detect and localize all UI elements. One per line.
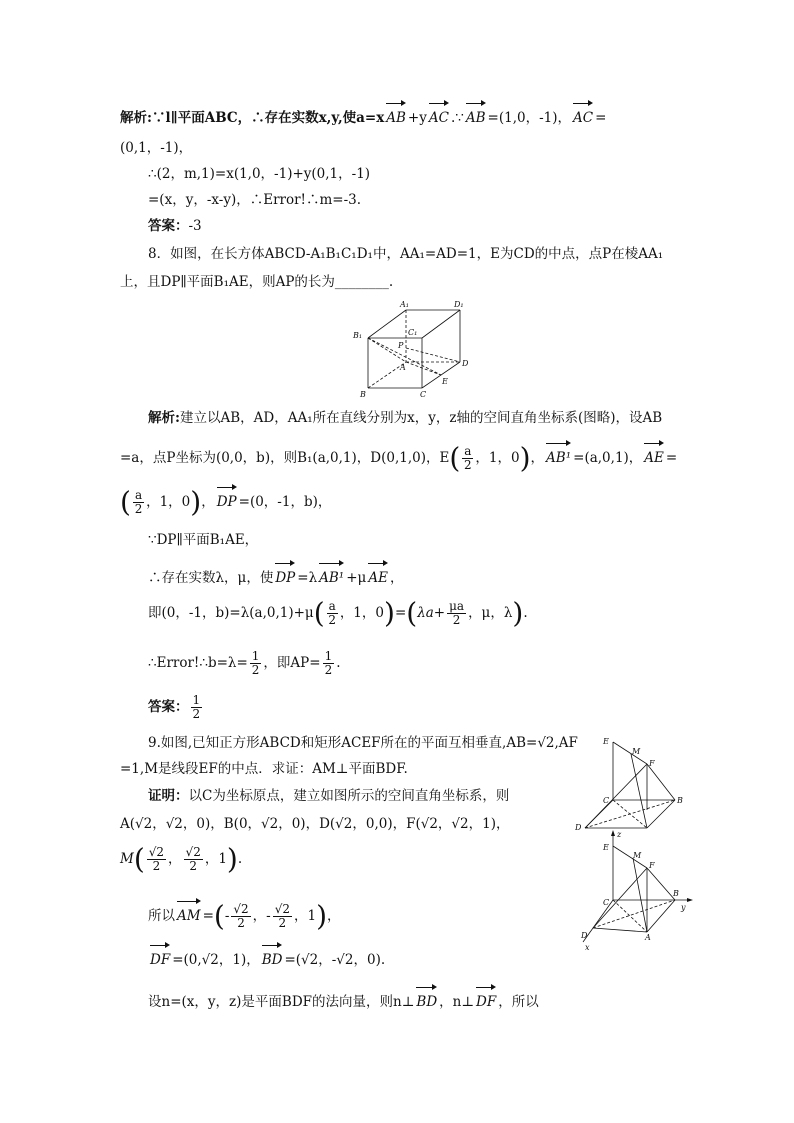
question-8-line-2: 上，且DP∥平面B₁AE，则AP的长为________. bbox=[120, 274, 394, 290]
numerator: √2 bbox=[148, 845, 165, 859]
text: . bbox=[523, 605, 528, 621]
text: ，所以 bbox=[498, 994, 539, 1010]
denominator: 2 bbox=[189, 859, 197, 873]
solution-8-line-6 bbox=[148, 596, 708, 630]
solution-8-line-3 bbox=[120, 484, 680, 519]
numerator: 1 bbox=[192, 693, 201, 707]
vector-BD: BD bbox=[262, 942, 283, 970]
label-D: D bbox=[462, 359, 469, 368]
text: ，n⊥ bbox=[439, 994, 475, 1010]
numerator: √2 bbox=[185, 845, 201, 859]
text: ，1 bbox=[294, 908, 317, 924]
text: - bbox=[224, 908, 230, 924]
label-E: E bbox=[603, 843, 609, 852]
text: =(a,0,1)， bbox=[573, 450, 643, 466]
paren-open: ( bbox=[406, 596, 418, 630]
numerator: 1 bbox=[251, 649, 260, 663]
vector-AB: AB bbox=[386, 100, 406, 128]
denominator: 2 bbox=[152, 859, 161, 873]
text: =(√2，-√2，0). bbox=[284, 952, 386, 968]
label-M: M bbox=[632, 747, 641, 756]
solution-8-line-7 bbox=[148, 650, 708, 677]
label-D: D bbox=[581, 931, 588, 940]
paren-close: ) bbox=[226, 842, 238, 876]
denominator: 2 bbox=[134, 502, 143, 516]
text: λa+ bbox=[417, 605, 446, 621]
proof-9-line-6 bbox=[148, 984, 708, 1012]
fraction-sqrt2-over-2 bbox=[147, 846, 166, 873]
denominator: 2 bbox=[464, 458, 472, 472]
label-A: A bbox=[645, 933, 651, 942]
question-9-line-1: 9.如图,已知正方形ABCD和矩形ACEF所在的平面互相垂直,AB=√2,AF bbox=[148, 735, 578, 751]
vector-AB1: AB¹ bbox=[546, 440, 571, 468]
answer-value: -3 bbox=[188, 218, 202, 234]
label-F: F bbox=[649, 759, 655, 768]
text: ，1 bbox=[204, 851, 227, 867]
vector-AB1: AB¹ bbox=[319, 560, 344, 588]
text: 以C为坐标原点，建立如图所示的空间直角坐标系，则 bbox=[188, 788, 510, 804]
paren-open: ( bbox=[313, 596, 325, 630]
solution-label: 解析: bbox=[148, 410, 180, 426]
vector-AC: AC bbox=[429, 100, 449, 128]
text: ，即AP= bbox=[263, 655, 321, 671]
numerator: a bbox=[134, 488, 143, 502]
question-8-line-1: 8．如图，在长方体ABCD-A₁B₁C₁D₁中，AA₁=AD=1，E为CD的中点，点P在棱AA₁ bbox=[148, 246, 664, 262]
vector-BD: BD bbox=[416, 984, 437, 1012]
text: . bbox=[336, 655, 341, 671]
vector-DF: DF bbox=[150, 942, 170, 970]
text: = bbox=[665, 450, 678, 466]
vector-AB: AB bbox=[466, 100, 486, 128]
label-B: B bbox=[677, 796, 683, 805]
paren-close: ) bbox=[384, 596, 395, 630]
fraction-a-over-2 bbox=[133, 489, 144, 516]
text: 设n=(x，y，z)是平面BDF的法向量，则n⊥ bbox=[148, 994, 415, 1010]
figure-9-top bbox=[575, 732, 685, 830]
paren-close: ) bbox=[316, 899, 328, 933]
label-C1: C₁ bbox=[408, 328, 418, 337]
figure-9-coordinate bbox=[575, 828, 695, 954]
fraction-sqrt2-over-2 bbox=[184, 846, 203, 873]
text: +μ bbox=[346, 570, 367, 586]
numerator: √2 bbox=[274, 902, 291, 916]
paren-open: ( bbox=[213, 899, 225, 933]
text: .∵ bbox=[450, 110, 464, 126]
label-F: F bbox=[649, 861, 655, 870]
z-arrow-icon bbox=[611, 830, 615, 836]
text: ， bbox=[201, 494, 215, 510]
fraction-a-over-2 bbox=[462, 445, 473, 472]
text: = bbox=[394, 605, 407, 621]
fraction-1-over-2 bbox=[250, 650, 262, 677]
vector-AM: AM bbox=[177, 898, 201, 926]
numerator: a bbox=[464, 444, 472, 458]
text: 即(0，-1，b)=λ(a,0,1)+μ bbox=[148, 605, 314, 621]
vector-AE: AE bbox=[368, 560, 388, 588]
label-D1: D₁ bbox=[454, 300, 464, 309]
vector-DP: DP bbox=[275, 560, 295, 588]
text: ， bbox=[530, 450, 545, 466]
answer-7 bbox=[148, 216, 708, 236]
fraction-sqrt2-over-2 bbox=[273, 903, 292, 930]
label-A: A bbox=[400, 363, 406, 372]
text: ∴存在实数λ，μ，使 bbox=[148, 570, 274, 586]
numerator: 1 bbox=[324, 649, 333, 663]
vector-DP: DP bbox=[217, 484, 237, 512]
y-arrow-icon bbox=[687, 898, 693, 902]
vector-DF: DF bbox=[476, 984, 496, 1012]
denominator: 2 bbox=[251, 663, 260, 677]
answer-label: 答案： bbox=[148, 699, 189, 715]
denominator: 2 bbox=[328, 613, 337, 627]
solution-7-line-3: ∴(2，m,1)=x(1,0，-1)+y(0,1，-1) bbox=[148, 166, 371, 182]
vector-AC: AC bbox=[573, 100, 593, 128]
denominator: 2 bbox=[278, 916, 287, 930]
fraction-sqrt2-over-2 bbox=[231, 903, 250, 930]
denominator: 2 bbox=[237, 916, 245, 930]
answer-8 bbox=[148, 694, 708, 721]
text: =a，点P坐标为(0,0，b)，则B₁(a,0,1)，D(0,1,0)，E bbox=[120, 450, 450, 466]
numerator: μa bbox=[449, 599, 465, 613]
text: 所以 bbox=[148, 908, 175, 924]
paren-open: ( bbox=[120, 485, 131, 519]
text: M bbox=[120, 851, 134, 867]
numerator: a bbox=[328, 599, 336, 613]
text: ，1，0 bbox=[339, 605, 384, 621]
paren-open: ( bbox=[133, 842, 145, 876]
solution-8-line-4: ∵DP∥平面B₁AE， bbox=[148, 532, 259, 548]
question-9-line-2: =1,M是线段EF的中点．求证：AM⊥平面BDF. bbox=[120, 761, 408, 777]
text: ， bbox=[168, 851, 182, 867]
label-C: C bbox=[603, 898, 610, 907]
proof-9-line-2: A(√2，√2，0)，B(0，√2，0)，D(√2，0,0)，F(√2，√2，1)， bbox=[120, 816, 510, 832]
solution-7-line-1 bbox=[120, 100, 680, 128]
label-D: D bbox=[575, 823, 582, 830]
text: ，1，0 bbox=[146, 494, 191, 510]
text: =(1,0，-1)， bbox=[487, 110, 571, 126]
label-x: x bbox=[585, 943, 590, 952]
solution-7-line-2: (0,1，-1)， bbox=[120, 140, 193, 156]
text: ，1，0 bbox=[475, 450, 520, 466]
solution-8-line-1 bbox=[148, 408, 708, 428]
text: =λ bbox=[297, 570, 318, 586]
vector-AE: AE bbox=[644, 440, 664, 468]
text: ， bbox=[389, 570, 404, 586]
text: =(0,√2，1)， bbox=[172, 952, 260, 968]
text: ， bbox=[327, 908, 341, 924]
label-A1: A₁ bbox=[400, 300, 409, 309]
paren-close: ) bbox=[519, 441, 531, 475]
paren-close: ) bbox=[190, 485, 202, 519]
numerator: √2 bbox=[233, 902, 249, 916]
text: +y bbox=[407, 110, 427, 126]
label-B1: B₁ bbox=[353, 331, 363, 340]
label-C: C bbox=[603, 796, 610, 805]
text: ，μ，λ bbox=[468, 605, 513, 621]
text: ，- bbox=[252, 908, 271, 924]
label-E: E bbox=[442, 377, 448, 386]
paren-close: ) bbox=[512, 596, 524, 630]
text: 建立以AB，AD，AA₁所在直线分别为x，y，z轴的空间直角坐标系(图略)，设AB bbox=[179, 410, 663, 426]
text: = bbox=[595, 110, 607, 126]
text: =(0，-1，b)， bbox=[238, 494, 332, 510]
denominator: 2 bbox=[452, 613, 461, 627]
solution-label: 解析:∵l∥平面ABC，∴存在实数x,y,使a=x bbox=[120, 110, 385, 126]
answer-label: 答案： bbox=[148, 218, 189, 234]
fraction-a-over-2 bbox=[327, 600, 338, 627]
text: = bbox=[202, 908, 214, 924]
label-E: E bbox=[603, 737, 609, 746]
fraction-1-over-2 bbox=[323, 650, 335, 677]
label-B: B bbox=[360, 390, 366, 399]
label-y: y bbox=[681, 903, 686, 912]
solution-8-line-5 bbox=[148, 560, 708, 588]
text: ∴Error!∴b=λ= bbox=[148, 655, 248, 671]
label-B: B bbox=[673, 889, 679, 898]
fraction-mua-over-2 bbox=[447, 600, 466, 627]
label-M: M bbox=[633, 851, 642, 860]
figure-8-cuboid bbox=[350, 298, 475, 400]
proof-label: 证明： bbox=[148, 788, 189, 804]
denominator: 2 bbox=[324, 663, 333, 677]
paren-open: ( bbox=[449, 441, 461, 475]
label-z: z bbox=[617, 830, 622, 839]
answer-fraction-1-over-2 bbox=[191, 694, 203, 721]
solution-7-line-4: =(x，y，-x-y)，∴Error!∴m=-3. bbox=[148, 192, 362, 208]
label-C: C bbox=[420, 390, 427, 399]
solution-8-line-2 bbox=[120, 440, 680, 474]
denominator: 2 bbox=[192, 707, 201, 721]
text: . bbox=[237, 851, 243, 867]
label-P: P bbox=[398, 341, 404, 350]
